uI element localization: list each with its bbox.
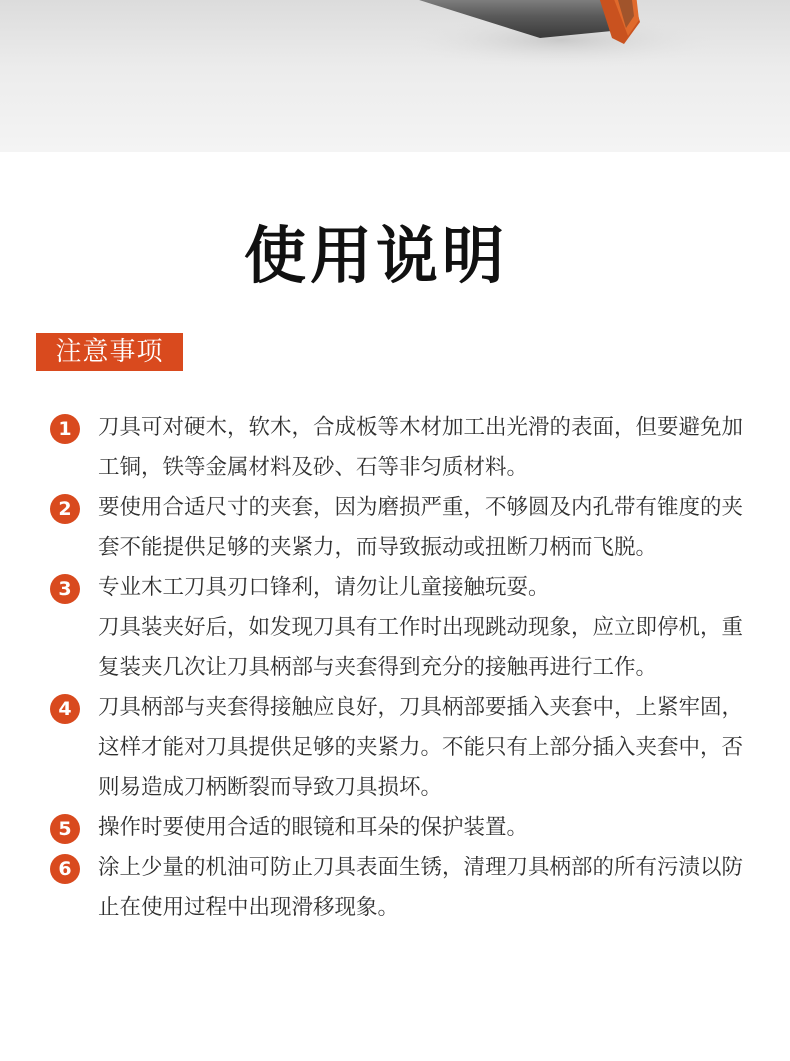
note-text: 涂上少量的机油可防止刀具表面生锈，清理刀具柄部的所有污渍以防止在使用过程中出现滑移现象。	[98, 855, 744, 920]
number-badge: 6	[50, 854, 80, 884]
product-photo-banner	[0, 0, 790, 152]
note-text: 刀具可对硬木，软木，合成板等木材加工出光滑的表面，但要避免加工铜，铁等金属材料及砂、石等非匀质材料。	[98, 415, 744, 480]
number-badge: 5	[50, 814, 80, 844]
note-text: 专业木工刀具刃口锋利，请勿让儿童接触玩耍。	[98, 575, 550, 600]
number-badge: 3	[50, 574, 80, 604]
page-title: 使用说明	[243, 219, 508, 292]
note-text: 刀具装夹好后，如发现刀具有工作时出现跳动现象，应立即停机，重复装夹几次让刀具柄部与夹套得到充分的接触再进行工作。	[98, 615, 744, 680]
note-text: 操作时要使用合适的眼镜和耳朵的保护装置。	[98, 815, 529, 840]
note-item	[48, 488, 748, 568]
section-label: 注意事项	[36, 333, 183, 371]
note-text: 要使用合适尺寸的夹套，因为磨损严重，不够圆及内孔带有锥度的夹套不能提供足够的夹紧力，而导致振动或扭断刀柄而飞脱。	[98, 495, 744, 560]
note-text: 刀具柄部与夹套得接触应良好，刀具柄部要插入夹套中，上紧牢固，这样才能对刀具提供足够的夹紧力。不能只有上部分插入夹套中，否则易造成刀柄断裂而导致刀具损坏。	[98, 695, 744, 800]
note-item	[48, 688, 748, 808]
note-item	[48, 568, 748, 688]
note-item	[48, 848, 748, 928]
notes-list	[48, 408, 748, 928]
note-item	[48, 808, 748, 848]
number-badge: 4	[50, 694, 80, 724]
note-item	[48, 408, 748, 488]
number-badge: 1	[50, 414, 80, 444]
number-badge: 2	[50, 494, 80, 524]
router-bit-image	[0, 0, 790, 152]
